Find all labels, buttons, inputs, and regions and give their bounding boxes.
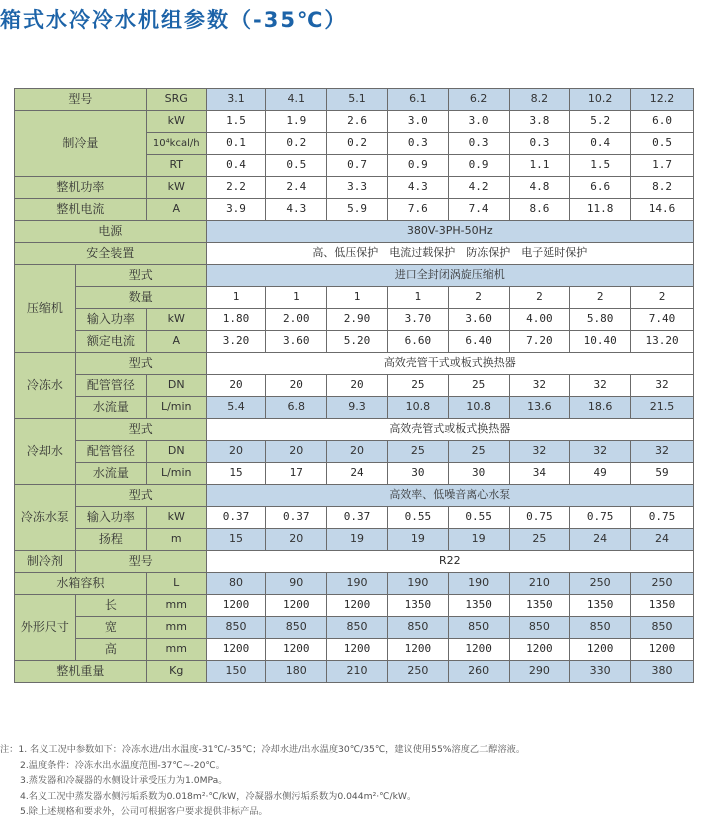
label-rated-current: 额定电流: [75, 331, 146, 353]
spec-table-body: [15, 89, 694, 683]
row-tank: [15, 573, 694, 595]
cool-type-value: 高效壳管式或板式换热器: [206, 419, 693, 441]
unit-lmin: L/min: [146, 463, 206, 485]
table-cell: 1350: [448, 595, 509, 617]
table-cell: 13.6: [509, 397, 570, 419]
label-chill-type: 型式: [75, 353, 206, 375]
label-refrigerant: 制冷剂: [15, 551, 76, 573]
table-cell: 2.4: [266, 177, 327, 199]
row-refrigerant: [15, 551, 694, 573]
label-current: 整机电流: [15, 199, 147, 221]
table-cell: 1.9: [266, 111, 327, 133]
table-cell: 850: [631, 617, 694, 639]
label-pipe-size: 配管管径: [75, 441, 146, 463]
table-cell: 0.55: [387, 507, 448, 529]
table-cell: 1350: [509, 595, 570, 617]
row-model: [15, 89, 694, 111]
unit-mm: mm: [146, 617, 206, 639]
table-cell: 80: [206, 573, 266, 595]
table-cell: 330: [570, 661, 631, 683]
label-height: 高: [75, 639, 146, 661]
table-cell: 1.7: [631, 155, 694, 177]
comp-type-value: 进口全封闭涡旋压缩机: [206, 265, 693, 287]
table-cell: 3.70: [387, 309, 448, 331]
table-cell: 250: [570, 573, 631, 595]
table-cell: 210: [327, 661, 388, 683]
table-cell: 190: [387, 573, 448, 595]
table-cell: 1: [387, 287, 448, 309]
table-cell: 7.6: [387, 199, 448, 221]
table-cell: 8.2: [631, 177, 694, 199]
table-cell: 0.75: [570, 507, 631, 529]
table-cell: 8.6: [509, 199, 570, 221]
table-cell: 2: [631, 287, 694, 309]
table-cell: 850: [387, 617, 448, 639]
unit-mm: mm: [146, 595, 206, 617]
table-cell: 2.6: [327, 111, 388, 133]
row-power: [15, 177, 694, 199]
label-flow: 水流量: [75, 397, 146, 419]
model-header: 10.2: [570, 89, 631, 111]
table-cell: 32: [509, 375, 570, 397]
table-cell: 3.20: [206, 331, 266, 353]
label-model: 型号: [15, 89, 147, 111]
refrigerant-value: R22: [206, 551, 693, 573]
table-cell: 3.9: [206, 199, 266, 221]
table-cell: 0.2: [266, 133, 327, 155]
table-cell: 2.00: [266, 309, 327, 331]
table-cell: 290: [509, 661, 570, 683]
table-cell: 25: [387, 441, 448, 463]
table-cell: 850: [448, 617, 509, 639]
table-cell: 0.55: [448, 507, 509, 529]
table-cell: 34: [509, 463, 570, 485]
row-cool-flow: [15, 463, 694, 485]
table-cell: 15: [206, 463, 266, 485]
table-cell: 0.9: [387, 155, 448, 177]
table-cell: 850: [570, 617, 631, 639]
table-cell: 0.37: [206, 507, 266, 529]
table-cell: 1200: [327, 595, 388, 617]
table-cell: 21.5: [631, 397, 694, 419]
table-cell: 32: [509, 441, 570, 463]
row-chill-type: [15, 353, 694, 375]
table-cell: 25: [509, 529, 570, 551]
label-cooling: 制冷量: [15, 111, 147, 177]
table-cell: 0.37: [327, 507, 388, 529]
table-cell: 850: [266, 617, 327, 639]
table-cell: 0.3: [387, 133, 448, 155]
table-cell: 210: [509, 573, 570, 595]
unit-kcal: 10⁴kcal/h: [146, 133, 206, 155]
label-refrigerant-model: 型号: [75, 551, 206, 573]
label-pump: 冷冻水泵: [15, 485, 76, 551]
table-cell: 24: [570, 529, 631, 551]
table-cell: 1350: [631, 595, 694, 617]
power-supply-value: 380V-3PH-50Hz: [206, 221, 693, 243]
table-cell: 260: [448, 661, 509, 683]
model-header: 12.2: [631, 89, 694, 111]
row-comp-current: [15, 331, 694, 353]
table-cell: 6.8: [266, 397, 327, 419]
unit-kg: Kg: [146, 661, 206, 683]
model-header: 3.1: [206, 89, 266, 111]
table-cell: 1: [266, 287, 327, 309]
table-cell: 24: [327, 463, 388, 485]
note-line: 2.温度条件：冷冻水出水温度范围-37℃~-20℃。: [20, 759, 225, 771]
table-cell: 0.9: [448, 155, 509, 177]
table-cell: 0.2: [327, 133, 388, 155]
row-chill-flow: [15, 397, 694, 419]
table-cell: 90: [266, 573, 327, 595]
label-length: 长: [75, 595, 146, 617]
table-cell: 250: [387, 661, 448, 683]
label-tank: 水箱容积: [15, 573, 147, 595]
chill-type-value: 高效壳管干式或板式换热器: [206, 353, 693, 375]
table-cell: 3.0: [387, 111, 448, 133]
table-cell: 6.60: [387, 331, 448, 353]
table-cell: 25: [387, 375, 448, 397]
table-cell: 1350: [387, 595, 448, 617]
table-cell: 1200: [509, 639, 570, 661]
row-cooling-kw: [15, 111, 694, 133]
table-cell: 6.40: [448, 331, 509, 353]
table-cell: 32: [631, 441, 694, 463]
table-cell: 7.4: [448, 199, 509, 221]
row-cool-type: [15, 419, 694, 441]
row-length: [15, 595, 694, 617]
table-cell: 20: [327, 441, 388, 463]
row-pump-head: [15, 529, 694, 551]
table-cell: 0.75: [509, 507, 570, 529]
row-width: [15, 617, 694, 639]
unit-l: L: [146, 573, 206, 595]
table-cell: 190: [448, 573, 509, 595]
table-cell: 25: [448, 441, 509, 463]
table-cell: 250: [631, 573, 694, 595]
row-height: [15, 639, 694, 661]
table-cell: 32: [631, 375, 694, 397]
table-cell: 15: [206, 529, 266, 551]
label-input-power: 输入功率: [75, 507, 146, 529]
table-cell: 5.9: [327, 199, 388, 221]
table-cell: 19: [327, 529, 388, 551]
row-comp-qty: [15, 287, 694, 309]
notes: [0, 742, 705, 820]
table-cell: 2.2: [206, 177, 266, 199]
table-cell: 0.1: [206, 133, 266, 155]
table-cell: 5.4: [206, 397, 266, 419]
table-cell: 1200: [206, 639, 266, 661]
label-comp-type: 型式: [75, 265, 206, 287]
model-header: 8.2: [509, 89, 570, 111]
table-cell: 3.0: [448, 111, 509, 133]
label-safety: 安全装置: [15, 243, 207, 265]
table-cell: 18.6: [570, 397, 631, 419]
table-cell: 2: [570, 287, 631, 309]
unit-dn: DN: [146, 375, 206, 397]
table-cell: 0.4: [206, 155, 266, 177]
table-cell: 7.20: [509, 331, 570, 353]
table-cell: 2.90: [327, 309, 388, 331]
unit-a: A: [146, 331, 206, 353]
table-cell: 1350: [570, 595, 631, 617]
table-cell: 4.3: [387, 177, 448, 199]
table-cell: 0.5: [631, 133, 694, 155]
label-head: 扬程: [75, 529, 146, 551]
table-cell: 850: [327, 617, 388, 639]
unit-mm: mm: [146, 639, 206, 661]
label-cooling-water: 冷却水: [15, 419, 76, 485]
table-cell: 0.75: [631, 507, 694, 529]
table-cell: 1200: [631, 639, 694, 661]
table-cell: 25: [448, 375, 509, 397]
label-flow: 水流量: [75, 463, 146, 485]
table-cell: 3.60: [266, 331, 327, 353]
model-header: 6.1: [387, 89, 448, 111]
model-header: 4.1: [266, 89, 327, 111]
table-cell: 7.40: [631, 309, 694, 331]
table-cell: 30: [387, 463, 448, 485]
table-cell: 9.3: [327, 397, 388, 419]
unit-kw: kW: [146, 111, 206, 133]
table-cell: 2: [509, 287, 570, 309]
table-cell: 1200: [387, 639, 448, 661]
note-line: 4.名义工况中蒸发器水侧污垢系数为0.018m²·℃/kW，冷凝器水侧污垢系数为0.044m²·℃/kW。: [20, 790, 417, 802]
model-header: 6.2: [448, 89, 509, 111]
label-input-power: 输入功率: [75, 309, 146, 331]
table-cell: 19: [387, 529, 448, 551]
table-cell: 380: [631, 661, 694, 683]
label-comp-qty: 数量: [75, 287, 206, 309]
table-cell: 0.4: [570, 133, 631, 155]
table-cell: 180: [266, 661, 327, 683]
table-cell: 0.7: [327, 155, 388, 177]
row-chill-pipe: [15, 375, 694, 397]
table-cell: 13.20: [631, 331, 694, 353]
row-comp-power: [15, 309, 694, 331]
pump-type-value: 高效率、低噪音离心水泵: [206, 485, 693, 507]
table-cell: 24: [631, 529, 694, 551]
table-cell: 2: [448, 287, 509, 309]
label-pump-type: 型式: [75, 485, 206, 507]
table-cell: 20: [327, 375, 388, 397]
table-cell: 11.8: [570, 199, 631, 221]
row-weight: [15, 661, 694, 683]
table-cell: 10.8: [387, 397, 448, 419]
table-cell: 1.80: [206, 309, 266, 331]
table-cell: 32: [570, 441, 631, 463]
table-cell: 10.40: [570, 331, 631, 353]
table-cell: 5.80: [570, 309, 631, 331]
table-cell: 59: [631, 463, 694, 485]
unit-kw: kW: [146, 507, 206, 529]
table-cell: 1: [327, 287, 388, 309]
table-cell: 1200: [266, 595, 327, 617]
table-cell: 1200: [570, 639, 631, 661]
table-cell: 1200: [327, 639, 388, 661]
table-cell: 850: [509, 617, 570, 639]
table-cell: 1: [206, 287, 266, 309]
table-cell: 850: [206, 617, 266, 639]
unit-lmin: L/min: [146, 397, 206, 419]
table-cell: 20: [206, 441, 266, 463]
row-pump-type: [15, 485, 694, 507]
note-line: 注：1. 名义工况中参数如下：冷冻水进/出水温度-31℃/-35℃；冷却水进/出水温度30℃/35℃，建议使用55%溶度乙二醇溶液。: [0, 744, 526, 755]
row-current: [15, 199, 694, 221]
unit-m: m: [146, 529, 206, 551]
table-cell: 5.20: [327, 331, 388, 353]
label-weight: 整机重量: [15, 661, 147, 683]
safety-value: 高、低压保护 电流过载保护 防冻保护 电子延时保护: [206, 243, 693, 265]
label-power-supply: 电源: [15, 221, 207, 243]
table-cell: 1200: [448, 639, 509, 661]
row-comp-type: [15, 265, 694, 287]
unit-a: A: [146, 199, 206, 221]
table-cell: 49: [570, 463, 631, 485]
row-cool-pipe: [15, 441, 694, 463]
table-cell: 5.2: [570, 111, 631, 133]
table-cell: 4.8: [509, 177, 570, 199]
label-compressor: 压缩机: [15, 265, 76, 353]
table-cell: 3.3: [327, 177, 388, 199]
unit-model: SRG: [146, 89, 206, 111]
table-cell: 0.3: [448, 133, 509, 155]
table-cell: 3.60: [448, 309, 509, 331]
table-cell: 0.37: [266, 507, 327, 529]
table-cell: 10.8: [448, 397, 509, 419]
table-cell: 150: [206, 661, 266, 683]
table-cell: 17: [266, 463, 327, 485]
model-header: 5.1: [327, 89, 388, 111]
row-power-supply: [15, 221, 694, 243]
table-cell: 0.5: [266, 155, 327, 177]
label-cool-type: 型式: [75, 419, 206, 441]
table-cell: 1.1: [509, 155, 570, 177]
table-cell: 20: [266, 529, 327, 551]
label-power: 整机功率: [15, 177, 147, 199]
table-cell: 4.3: [266, 199, 327, 221]
table-cell: 4.2: [448, 177, 509, 199]
table-cell: 20: [266, 375, 327, 397]
unit-rt: RT: [146, 155, 206, 177]
row-pump-power: [15, 507, 694, 529]
unit-dn: DN: [146, 441, 206, 463]
table-cell: 3.8: [509, 111, 570, 133]
spec-table: [14, 88, 694, 683]
table-cell: 1200: [206, 595, 266, 617]
table-cell: 20: [206, 375, 266, 397]
unit-kw: kW: [146, 309, 206, 331]
table-cell: 19: [448, 529, 509, 551]
table-cell: 0.3: [509, 133, 570, 155]
label-width: 宽: [75, 617, 146, 639]
table-cell: 1200: [266, 639, 327, 661]
label-dimensions: 外形尺寸: [15, 595, 76, 661]
table-cell: 6.6: [570, 177, 631, 199]
table-cell: 1.5: [570, 155, 631, 177]
note-line: 3.蒸发器和冷凝器的水侧设计承受压力为1.0MPa。: [20, 775, 228, 787]
label-pipe-size: 配管管径: [75, 375, 146, 397]
page-title: 箱式水冷冷水机组参数（-35℃）: [0, 8, 348, 32]
table-cell: 14.6: [631, 199, 694, 221]
unit-kw: kW: [146, 177, 206, 199]
table-cell: 4.00: [509, 309, 570, 331]
table-cell: 32: [570, 375, 631, 397]
table-cell: 6.0: [631, 111, 694, 133]
label-chilled-water: 冷冻水: [15, 353, 76, 419]
table-cell: 20: [266, 441, 327, 463]
table-cell: 1.5: [206, 111, 266, 133]
table-cell: 190: [327, 573, 388, 595]
note-line: 5.除上述规格和要求外，公司可根据客户要求提供非标产品。: [20, 806, 268, 818]
row-safety: [15, 243, 694, 265]
table-cell: 30: [448, 463, 509, 485]
